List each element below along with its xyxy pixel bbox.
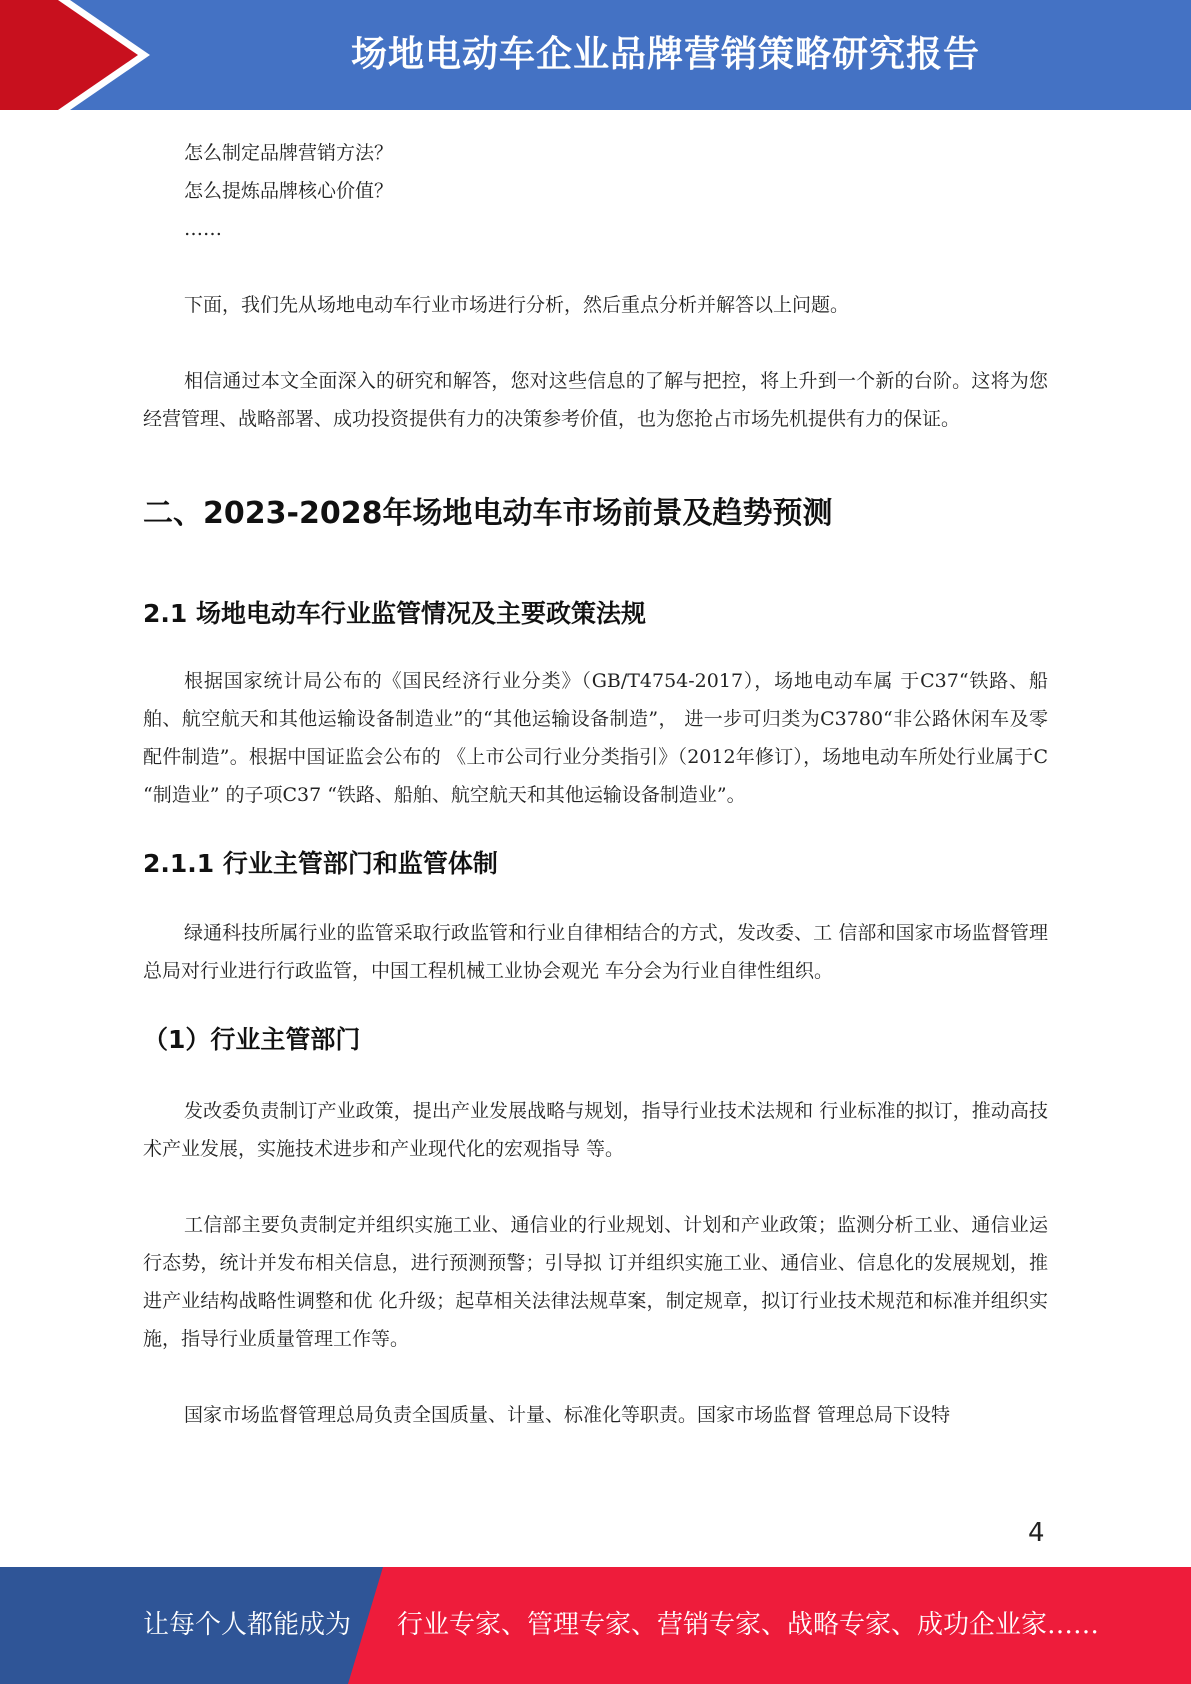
report-title: 场地电动车企业品牌营销策略研究报告 [350, 34, 980, 75]
paragraph-ndrc: 发改委负责制订产业政策，提出产业发展战略与规划，指导行业技术法规和 行业标准的拟订，推动高技术产业发展，实施技术进步和产业现代化的宏观指导 等。 [143, 1100, 1048, 1160]
page-header [0, 0, 1191, 110]
page-footer [0, 1567, 1191, 1684]
paragraph-samr: 国家市场监督管理总局负责全国质量、计量、标准化等职责。国家市场监督 管理总局下设特 [184, 1404, 951, 1426]
intro-ellipsis: …… [184, 218, 222, 240]
lead-paragraph: 下面，我们先从场地电动车行业市场进行分析，然后重点分析并解答以上问题。 [184, 294, 850, 316]
trust-paragraph: 相信通过本文全面深入的研究和解答，您对这些信息的了解与把控，将上升到一个新的台阶。这将为您经营管理、战略部署、成功投资提供有力的决策参考价值，也为您抢占市场先机提供有力的保证。 [143, 370, 1048, 430]
subsection-heading-1: （1）行业主管部门 [143, 1025, 361, 1054]
paragraph-2-1: 根据国家统计局公布的《国民经济行业分类》（GB/T4754-2017），场地电动车属 于C37“铁路、船舶、航空航天和其他运输设备制造业”的“其他运输设备制造”， 进一步可归类为C3780“非公路休闲车及零配件制造”。根据中国证监会公布的 《上市公司行业分类指引》（2012年修订），场地电动车所处行业属于C “制造业” 的子项C37 “铁路、船舶、航空航天和其他运输设备制造业”。 [143, 670, 1048, 806]
subsection-heading-2-1-1: 2.1.1 行业主管部门和监管体制 [143, 849, 498, 878]
subsection-heading-2-1: 2.1 场地电动车行业监管情况及主要政策法规 [143, 599, 646, 628]
document-body [143, 134, 1048, 1434]
section-heading: 二、2023-2028年场地电动车市场前景及趋势预测 [143, 496, 833, 531]
intro-question: 怎么制定品牌营销方法？ [184, 142, 394, 164]
paragraph-miit: 工信部主要负责制定并组织实施工业、通信业的行业规划、计划和产业政策；监测分析工业、通信业运行态势，统计并发布相关信息，进行预测预警；引导拟 订并组织实施工业、通信业、信息化的发展规划，推进产业结构战略性调整和优 化升级；起草相关法律法规草案，制定规章，拟订行业技术规范和标准并组织实 施，指导行业质量管理工作等。 [143, 1214, 1048, 1350]
page-number: 4 [1028, 1518, 1045, 1548]
intro-question: 怎么提炼品牌核心价值？ [184, 180, 394, 202]
footer-slogan-right: 行业专家、管理专家、营销专家、战略专家、成功企业家…… [397, 1610, 1100, 1640]
paragraph-2-1-1: 绿通科技所属行业的监管采取行政监管和行业自律相结合的方式，发改委、工 信部和国家市场监督管理总局对行业进行行政监管，中国工程机械工业协会观光 车分会为行业自律性组织。 [143, 922, 1048, 982]
footer-slogan-left: 让每个人都能成为 [143, 1610, 352, 1640]
